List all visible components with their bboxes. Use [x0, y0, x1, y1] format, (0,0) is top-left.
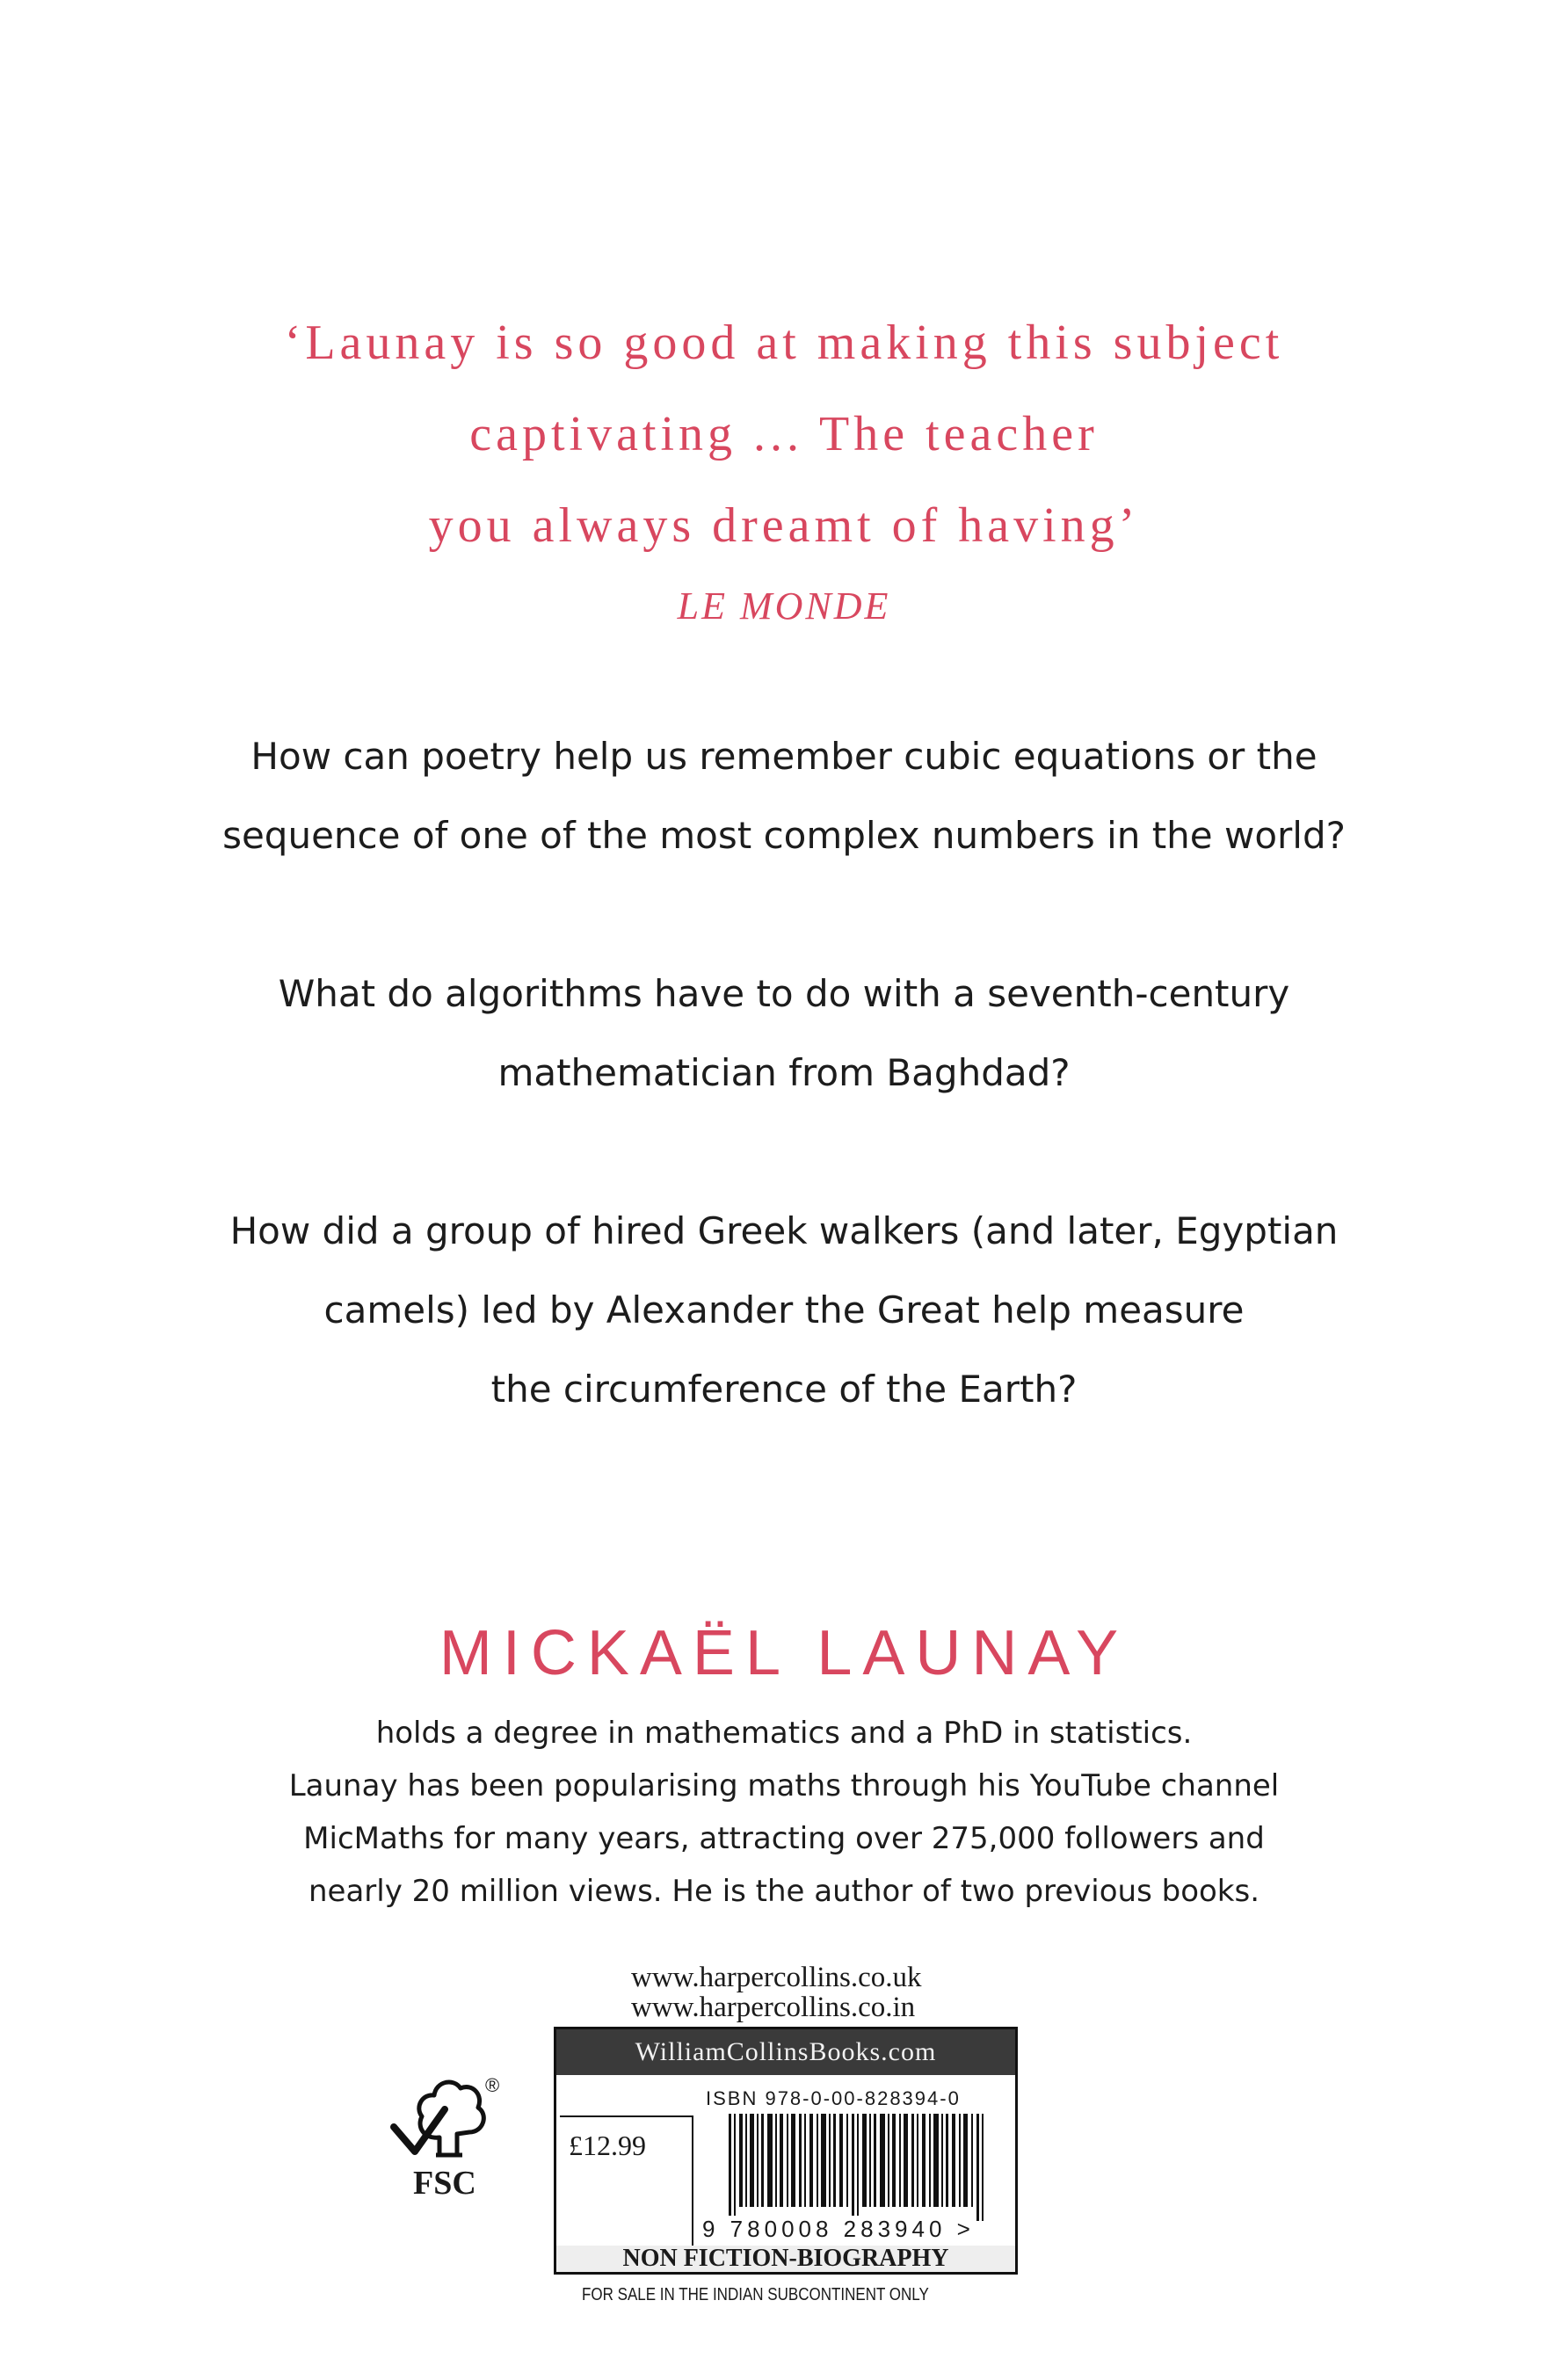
publisher-url-uk: www.harpercollins.co.uk: [631, 1962, 922, 1993]
bio-line-1: holds a degree in mathematics and a PhD in statistics.: [375, 1716, 1193, 1751]
quote-line-2: captivating ... The teacher: [469, 407, 1099, 461]
barcode-box: [554, 2027, 1018, 2275]
registered-mark: ®: [485, 2074, 500, 2096]
fsc-label: FSC: [413, 2165, 476, 2202]
question-3-line-3: the circumference of the Earth?: [490, 1368, 1078, 1411]
bio-line-2: Launay has been popularising maths through his YouTube channel: [288, 1768, 1280, 1803]
quote-line-3: you always dreamt of having’: [428, 498, 1140, 553]
imprint-site: WilliamCollinsBooks.com: [556, 2029, 1015, 2075]
publisher-url-in: www.harpercollins.co.in: [631, 1992, 916, 2023]
genre-label: NON FICTION-BIOGRAPHY: [556, 2246, 1015, 2272]
quote-source: LE MONDE: [677, 584, 891, 628]
barcode-bars: [729, 2114, 992, 2221]
bio-line-4: nearly 20 million views. He is the author of two previous books.: [308, 1874, 1260, 1909]
question-1-line-2: sequence of one of the most complex numbers in the world?: [222, 814, 1346, 857]
sale-note: FOR SALE IN THE INDIAN SUBCONTINENT ONLY: [582, 2285, 929, 2304]
question-3-line-1: How did a group of hired Greek walkers (and later, Egyptian: [229, 1209, 1339, 1252]
question-3-line-2: camels) led by Alexander the Great help measure: [323, 1288, 1245, 1332]
isbn: ISBN 978-0-00-828394-0: [706, 2087, 961, 2109]
barcode: [729, 2114, 992, 2221]
question-2-line-2: mathematician from Baghdad?: [497, 1051, 1071, 1094]
price: £12.99: [569, 2130, 646, 2161]
barcode-digits: 9 780008 283940 >: [702, 2216, 975, 2242]
bio-line-3: MicMaths for many years, attracting over 275,000 followers and: [303, 1821, 1265, 1856]
question-2-line-1: What do algorithms have to do with a seventh-century: [278, 972, 1290, 1015]
quote-line-1: ‘Launay is so good at making this subject: [284, 316, 1284, 370]
author-name: MICKAËL LAUNAY: [439, 1618, 1129, 1688]
question-1-line-1: How can poetry help us remember cubic equations or the: [250, 735, 1318, 778]
